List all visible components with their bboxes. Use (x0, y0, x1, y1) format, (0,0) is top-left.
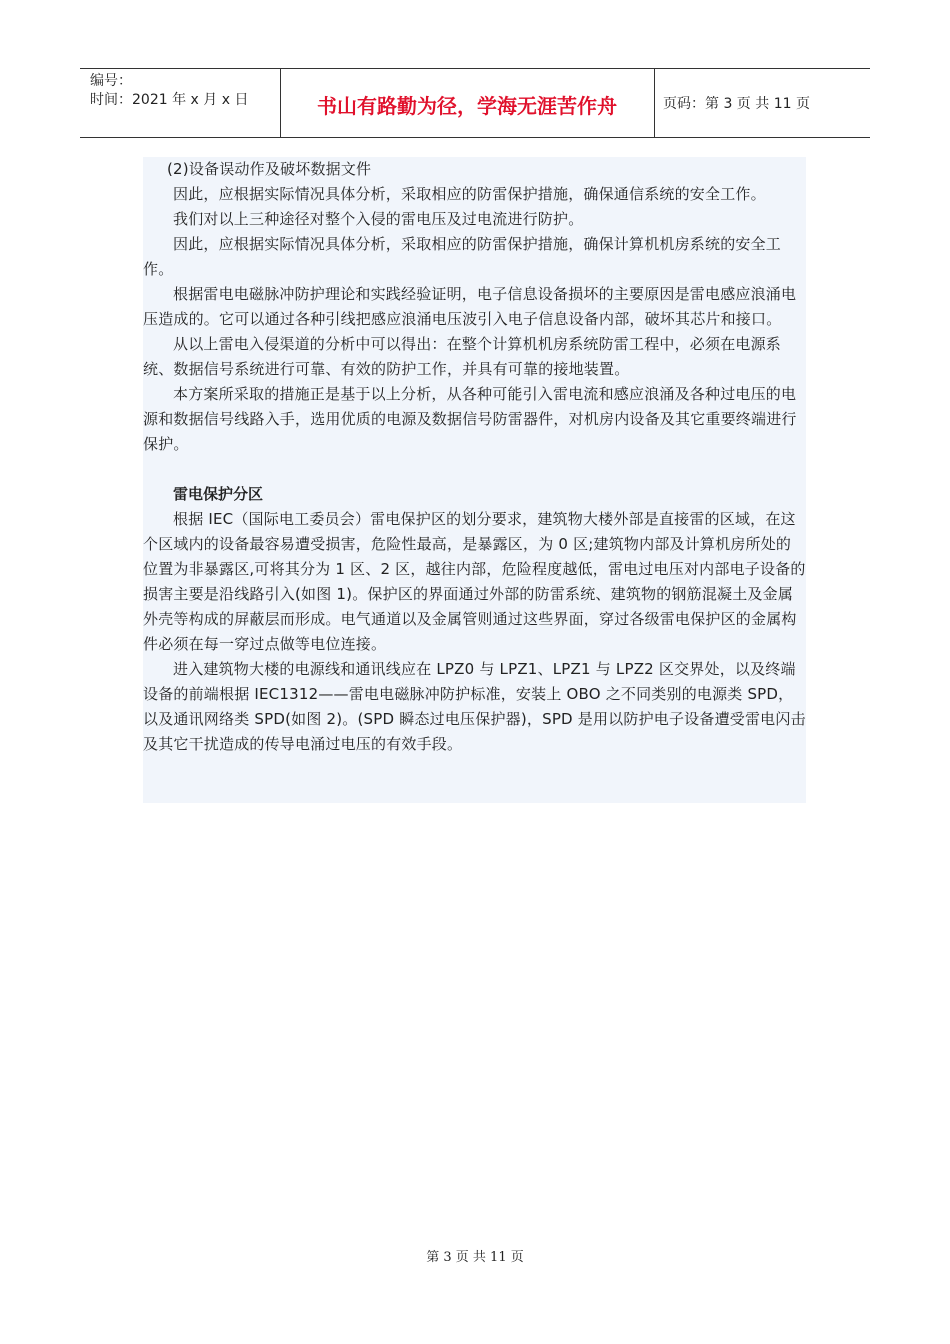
body-paragraph: (2)设备误动作及破坏数据文件 (167, 160, 372, 178)
header-motto: 书山有路勤为径，学海无涯苦作舟 (317, 94, 617, 118)
body-paragraph: 根据雷电电磁脉冲防护理论和实践经验证明，电子信息设备损坏的主要原因是雷电感应浪涌电压造成的。它可以通过各种引线把感应浪涌电压波引入电子信息设备内部，破坏其芯片和接口。 (143, 285, 797, 328)
header-meta-cell (80, 69, 281, 137)
body-paragraph: 从以上雷电入侵渠道的分析中可以得出：在整个计算机机房系统防雷工程中，必须在电源系统、数据信号系统进行可靠、有效的防护工作，并具有可靠的接地装置。 (143, 335, 782, 378)
document-body (143, 157, 806, 803)
page-footer: 第 3 页 共 11 页 (426, 1250, 524, 1265)
body-paragraph: 因此，应根据实际情况具体分析，采取相应的防雷保护措施，确保计算机机房系统的安全工作。 (143, 235, 782, 278)
section-paragraph: 根据 IEC（国际电工委员会）雷电保护区的划分要求，建筑物大楼外部是直接雷的区域，在这个区域内的设备最容易遭受损害，危险性最高，是暴露区，为 0 区;建筑物内部及计算机房所处的位置为非暴露区,可将其分为 1 区、2 区，越往内部，危险程度越低，雷电过电压对内部电子设备的损害主要是沿线路引入(如图 1)。保护区的界面通过外部的防雷系统、建筑物的钢筋混凝土及金属外壳等构成的屏蔽层而形成。电气通道以及金属管则通过这些界面，穿过各级雷电保护区的金属构件必须在每一穿过点做等电位连接。 (143, 510, 806, 653)
paragraph-gap (143, 457, 806, 482)
body-paragraph: 我们对以上三种途径对整个入侵的雷电压及过电流进行防护。 (173, 210, 584, 228)
document-number-label: 编号： (90, 73, 132, 89)
section-heading: 雷电保护分区 (173, 485, 264, 503)
header-motto-cell (280, 69, 655, 137)
document-time-label: 时间：2021 年 x 月 x 日 (90, 92, 249, 108)
body-paragraph: 因此，应根据实际情况具体分析，采取相应的防雷保护措施，确保通信系统的安全工作。 (173, 185, 766, 203)
header-page-info: 页码：第 3 页 共 11 页 (663, 96, 810, 112)
header-page-cell (655, 69, 870, 137)
page-header (80, 68, 870, 138)
body-paragraph: 本方案所采取的措施正是基于以上分析，从各种可能引入雷电流和感应浪涌及各种过电压的电源和数据信号线路入手，选用优质的电源及数据信号防雷器件，对机房内设备及其它重要终端进行保护。 (143, 385, 797, 453)
section-paragraph: 进入建筑物大楼的电源线和通讯线应在 LPZ0 与 LPZ1、LPZ1 与 LPZ2 区交界处，以及终端设备的前端根据 IEC1312——雷电电磁脉冲防护标准，安装上 OBO 之不同类别的电源类 SPD，以及通讯网络类 SPD(如图 2)。(SPD 瞬态过电压保护器)，SPD 是用以防护电子设备遭受雷电闪击及其它干扰造成的传导电涌过电压的有效手段。 (143, 660, 806, 753)
